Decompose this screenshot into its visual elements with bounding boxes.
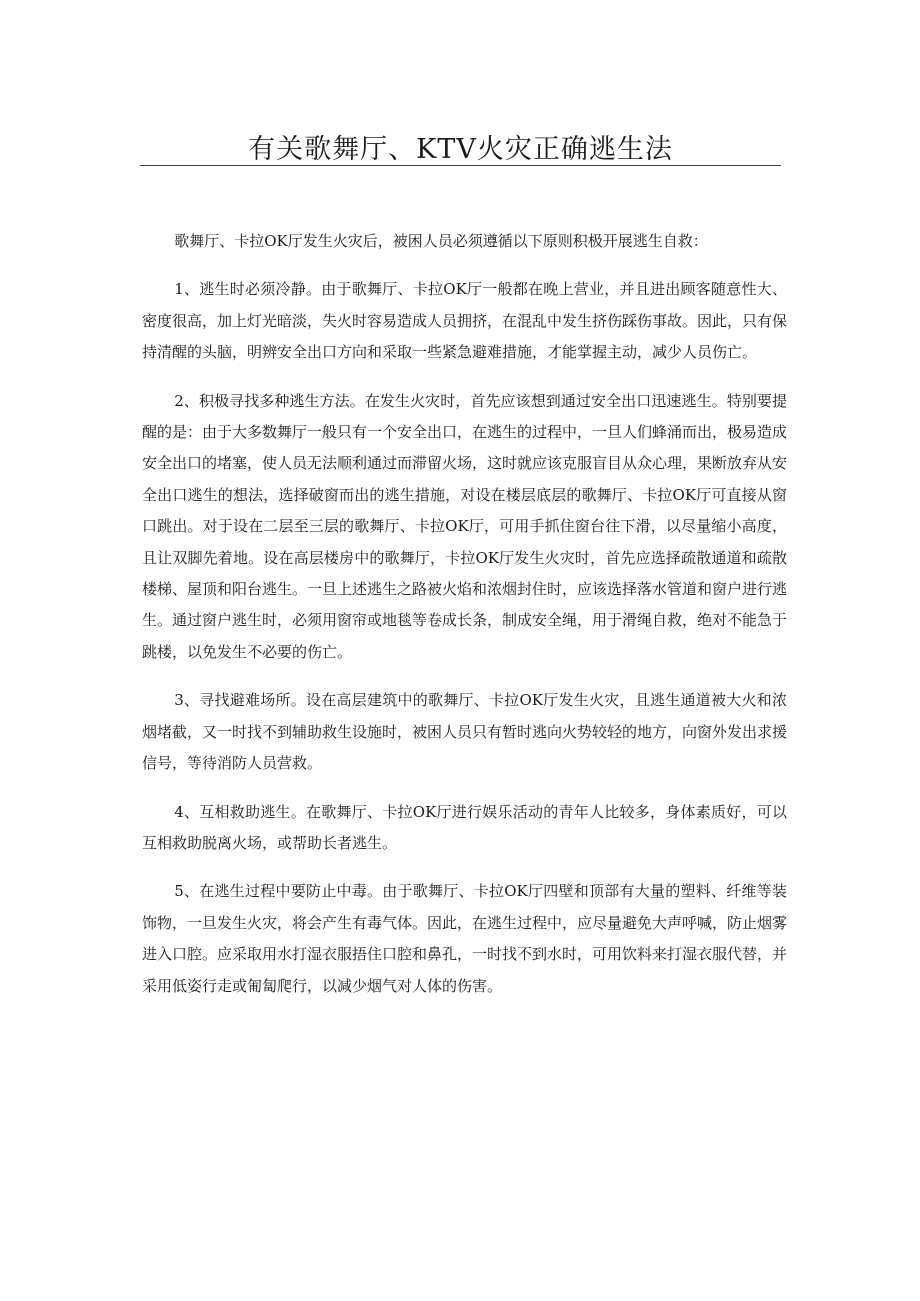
paragraph-1: 1、逃生时必须冷静。由于歌舞厅、卡拉OK厅一般都在晚上营业，并且进出顾客随意性大、密度很高，加上灯光暗淡，失火时容易造成人员拥挤，在混乱中发生挤伤踩伤事故。因此，只有保持清醒的头脑，明辨安全出口方向和采取一些紧急避难措施，才能掌握主动，减少人员伤亡。: [142, 280, 788, 362]
paragraph-2: 2、积极寻找多种逃生方法。在发生火灾时，首先应该想到通过安全出口迅速逃生。特别要提醒的是：由于大多数舞厅一般只有一个安全出口，在逃生的过程中，一旦人们蜂涌而出，极易造成安全出口的堵塞，使人员无法顺利通过而滞留火场，这时就应该克服盲目从众心理，果断放弃从安全出口逃生的想法，选择破窗而出的逃生措施，对设在楼层底层的歌舞厅、卡拉OK厅可直接从窗口跳出。对于设在二层至三层的歌舞厅、卡拉OK厅，可用手抓住窗台往下滑，以尽量缩小高度，且让双脚先着地。设在高层楼房中的歌舞厅，卡拉OK厅发生火灾时，首先应选择疏散通道和疏散楼梯、屋顶和阳台逃生。一旦上述逃生之路被火焰和浓烟封住时，应该选择落水管道和窗户进行逃生。通过窗户逃生时，必须用窗帘或地毯等卷成长条，制成安全绳，用于滑绳自救，绝对不能急于跳楼，以免发生不必要的伤亡。: [142, 391, 788, 661]
document-body: [142, 226, 787, 1019]
paragraph-4: 4、互相救助逃生。在歌舞厅、卡拉OK厅进行娱乐活动的青年人比较多，身体素质好，可以互相救助脱离火场，或帮助长者逃生。: [142, 802, 787, 852]
intro-paragraph: 歌舞厅、卡拉OK厅发生火灾后，被困人员必须遵循以下原则积极开展逃生自救：: [174, 232, 708, 250]
document-title: 有关歌舞厅、KTV火灾正确逃生法: [248, 134, 673, 165]
paragraph-5: 5、在逃生过程中要防止中毒。由于歌舞厅、卡拉OK厅四壁和顶部有大量的塑料、纤维等装饰物，一旦发生火灾，将会产生有毒气体。因此，在逃生过程中，应尽量避免大声呼喊，防止烟雾进入口腔。应采取用水打湿衣服捂住口腔和鼻孔，一时找不到水时，可用饮料来打湿衣服代替，并采用低姿行走或匍匐爬行，以减少烟气对人体的伤害。: [142, 882, 788, 995]
paragraph-3: 3、寻找避难场所。设在高层建筑中的歌舞厅、卡拉OK厅发生火灾，且逃生通道被大火和浓烟堵截，又一时找不到辅助救生设施时，被困人员只有暂时逃向火势较轻的地方，向窗外发出求援信号，等待消防人员营救。: [142, 691, 788, 773]
title-underline: [140, 165, 781, 166]
